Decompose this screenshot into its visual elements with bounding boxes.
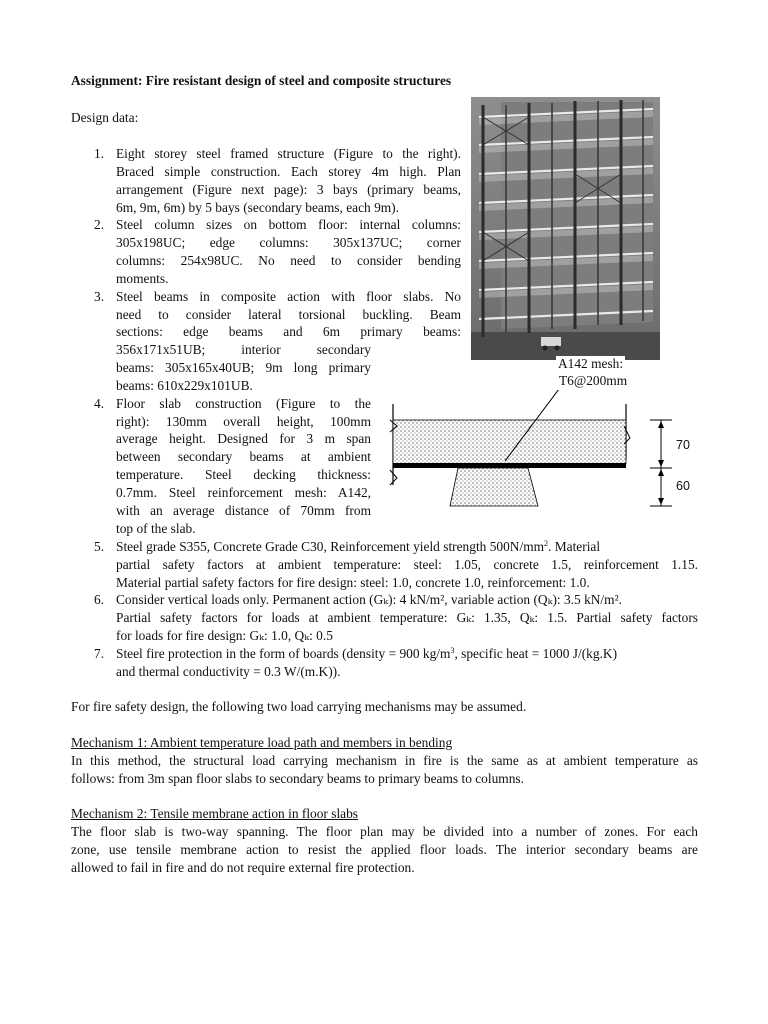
item-line: arrangement (Figure next page): 3 bays (primary beams, bbox=[116, 182, 461, 197]
mechanism-1-text: In this method, the structural load carrying mechanism in fire is the same as at ambient temperature as bbox=[71, 753, 698, 768]
mesh-label: A142 mesh: bbox=[558, 356, 624, 371]
assignment-title: Assignment: Fire resistant design of steel and composite structures bbox=[71, 73, 452, 88]
mechanism-2-heading: Mechanism 2: Tensile membrane action in floor slabs bbox=[71, 806, 359, 821]
item-line: Partial safety factors for loads at ambient temperature: Gₖ: 1.35, Qₖ: 1.5. Partial safety factors bbox=[116, 610, 698, 625]
mechanism-1-heading: Mechanism 1: Ambient temperature load path and members in bending bbox=[71, 735, 453, 750]
item-line: Consider vertical loads only. Permanent action (Gₖ): 4 kN/m², variable action (Qₖ): 3.5 kN/m². bbox=[116, 592, 622, 607]
mechanism-2-text: The floor slab is two-way spanning. The floor plan may be divided into a number of zones. For each bbox=[71, 824, 698, 839]
item-line: Floor slab construction (Figure to the bbox=[116, 396, 371, 411]
item-number: 7. bbox=[94, 646, 105, 661]
item-line: top of the slab. bbox=[116, 521, 196, 536]
item-line: 0.7mm. Steel reinforcement mesh: A142, bbox=[116, 485, 371, 500]
design-data-label: Design data: bbox=[71, 110, 139, 125]
item-line: with an average distance of 70mm from bbox=[116, 503, 371, 518]
item-line: Braced simple construction. Each storey 4m high. Plan bbox=[116, 164, 461, 179]
item-line: for loads for fire design: Gₖ: 1.0, Qₖ: 0.5 bbox=[116, 628, 333, 643]
item-number: 1. bbox=[94, 146, 105, 161]
mechanism-2-text: zone, use tensile membrane action to resist the applied floor loads. The interior secondary beams are bbox=[71, 842, 698, 857]
item-line: Steel beams in composite action with floor slabs. No bbox=[116, 289, 461, 304]
item-number: 3. bbox=[94, 289, 105, 304]
mesh-spec-label: T6@200mm bbox=[559, 373, 628, 388]
item-line: need to consider lateral torsional buckling. Beam bbox=[116, 307, 461, 322]
item-line: partial safety factors at ambient temperature: steel: 1.05, concrete 1.5, reinforcement 1.15. bbox=[116, 557, 698, 572]
item-number: 5. bbox=[94, 539, 105, 554]
item-line: Steel column sizes on bottom floor: internal columns: bbox=[116, 217, 461, 232]
dimension-70: 70 bbox=[676, 438, 690, 452]
fire-intro-text: For fire safety design, the following two load carrying mechanisms may be assumed. bbox=[71, 699, 527, 714]
item-line: beams: 610x229x101UB. bbox=[116, 378, 253, 393]
item-line: columns: 254x98UC. No need to consider bending bbox=[116, 253, 461, 268]
item-line: beams: 305x165x40UB; 9m long primary bbox=[116, 360, 371, 375]
item-number: 2. bbox=[94, 217, 105, 232]
item-line: Eight storey steel framed structure (Figure to the right). bbox=[116, 146, 461, 161]
item-number: 6. bbox=[94, 592, 105, 607]
item-number: 4. bbox=[94, 396, 105, 411]
dimension-60: 60 bbox=[676, 479, 690, 493]
item-line: between secondary beams at ambient bbox=[116, 449, 371, 464]
item-line: Steel grade S355, Concrete Grade C30, Reinforcement yield strength $500N/mm^2$. Material bbox=[116, 539, 601, 554]
item-line: moments. bbox=[116, 271, 169, 286]
item-line: and thermal conductivity = 0.3 W/(m.K)). bbox=[116, 664, 341, 679]
item-line: 356x171x51UB; interior secondary bbox=[116, 342, 371, 357]
item-line: 305x198UC; edge columns: 305x137UC; corner bbox=[116, 235, 461, 250]
item-line: Steel fire protection in the form of boards (density = 900 $kg/m^3$, specific heat = 1000 J/(kg.K) bbox=[116, 646, 618, 661]
item-line: average height. Designed for 3 m span bbox=[116, 431, 371, 446]
slab-section-diagram bbox=[388, 390, 698, 515]
mechanism-1-text: follows: from 3m span floor slabs to secondary beams to primary beams to columns. bbox=[71, 771, 524, 786]
item-line: sections: edge beams and 6m primary beams: bbox=[116, 324, 461, 339]
steel-frame-photo bbox=[471, 97, 660, 360]
item-line: temperature. Steel decking thickness: bbox=[116, 467, 371, 482]
item-line: 6m, 9m, 6m) by 5 bays (secondary beams, each 9m). bbox=[116, 200, 399, 215]
item-line: right): 130mm overall height, 100mm bbox=[116, 414, 371, 429]
mechanism-2-text: allowed to fail in fire and do not require external fire protection. bbox=[71, 860, 415, 875]
item-line: Material partial safety factors for fire design: steel: 1.0, concrete 1.0, reinforcement: 1.0. bbox=[116, 575, 590, 590]
